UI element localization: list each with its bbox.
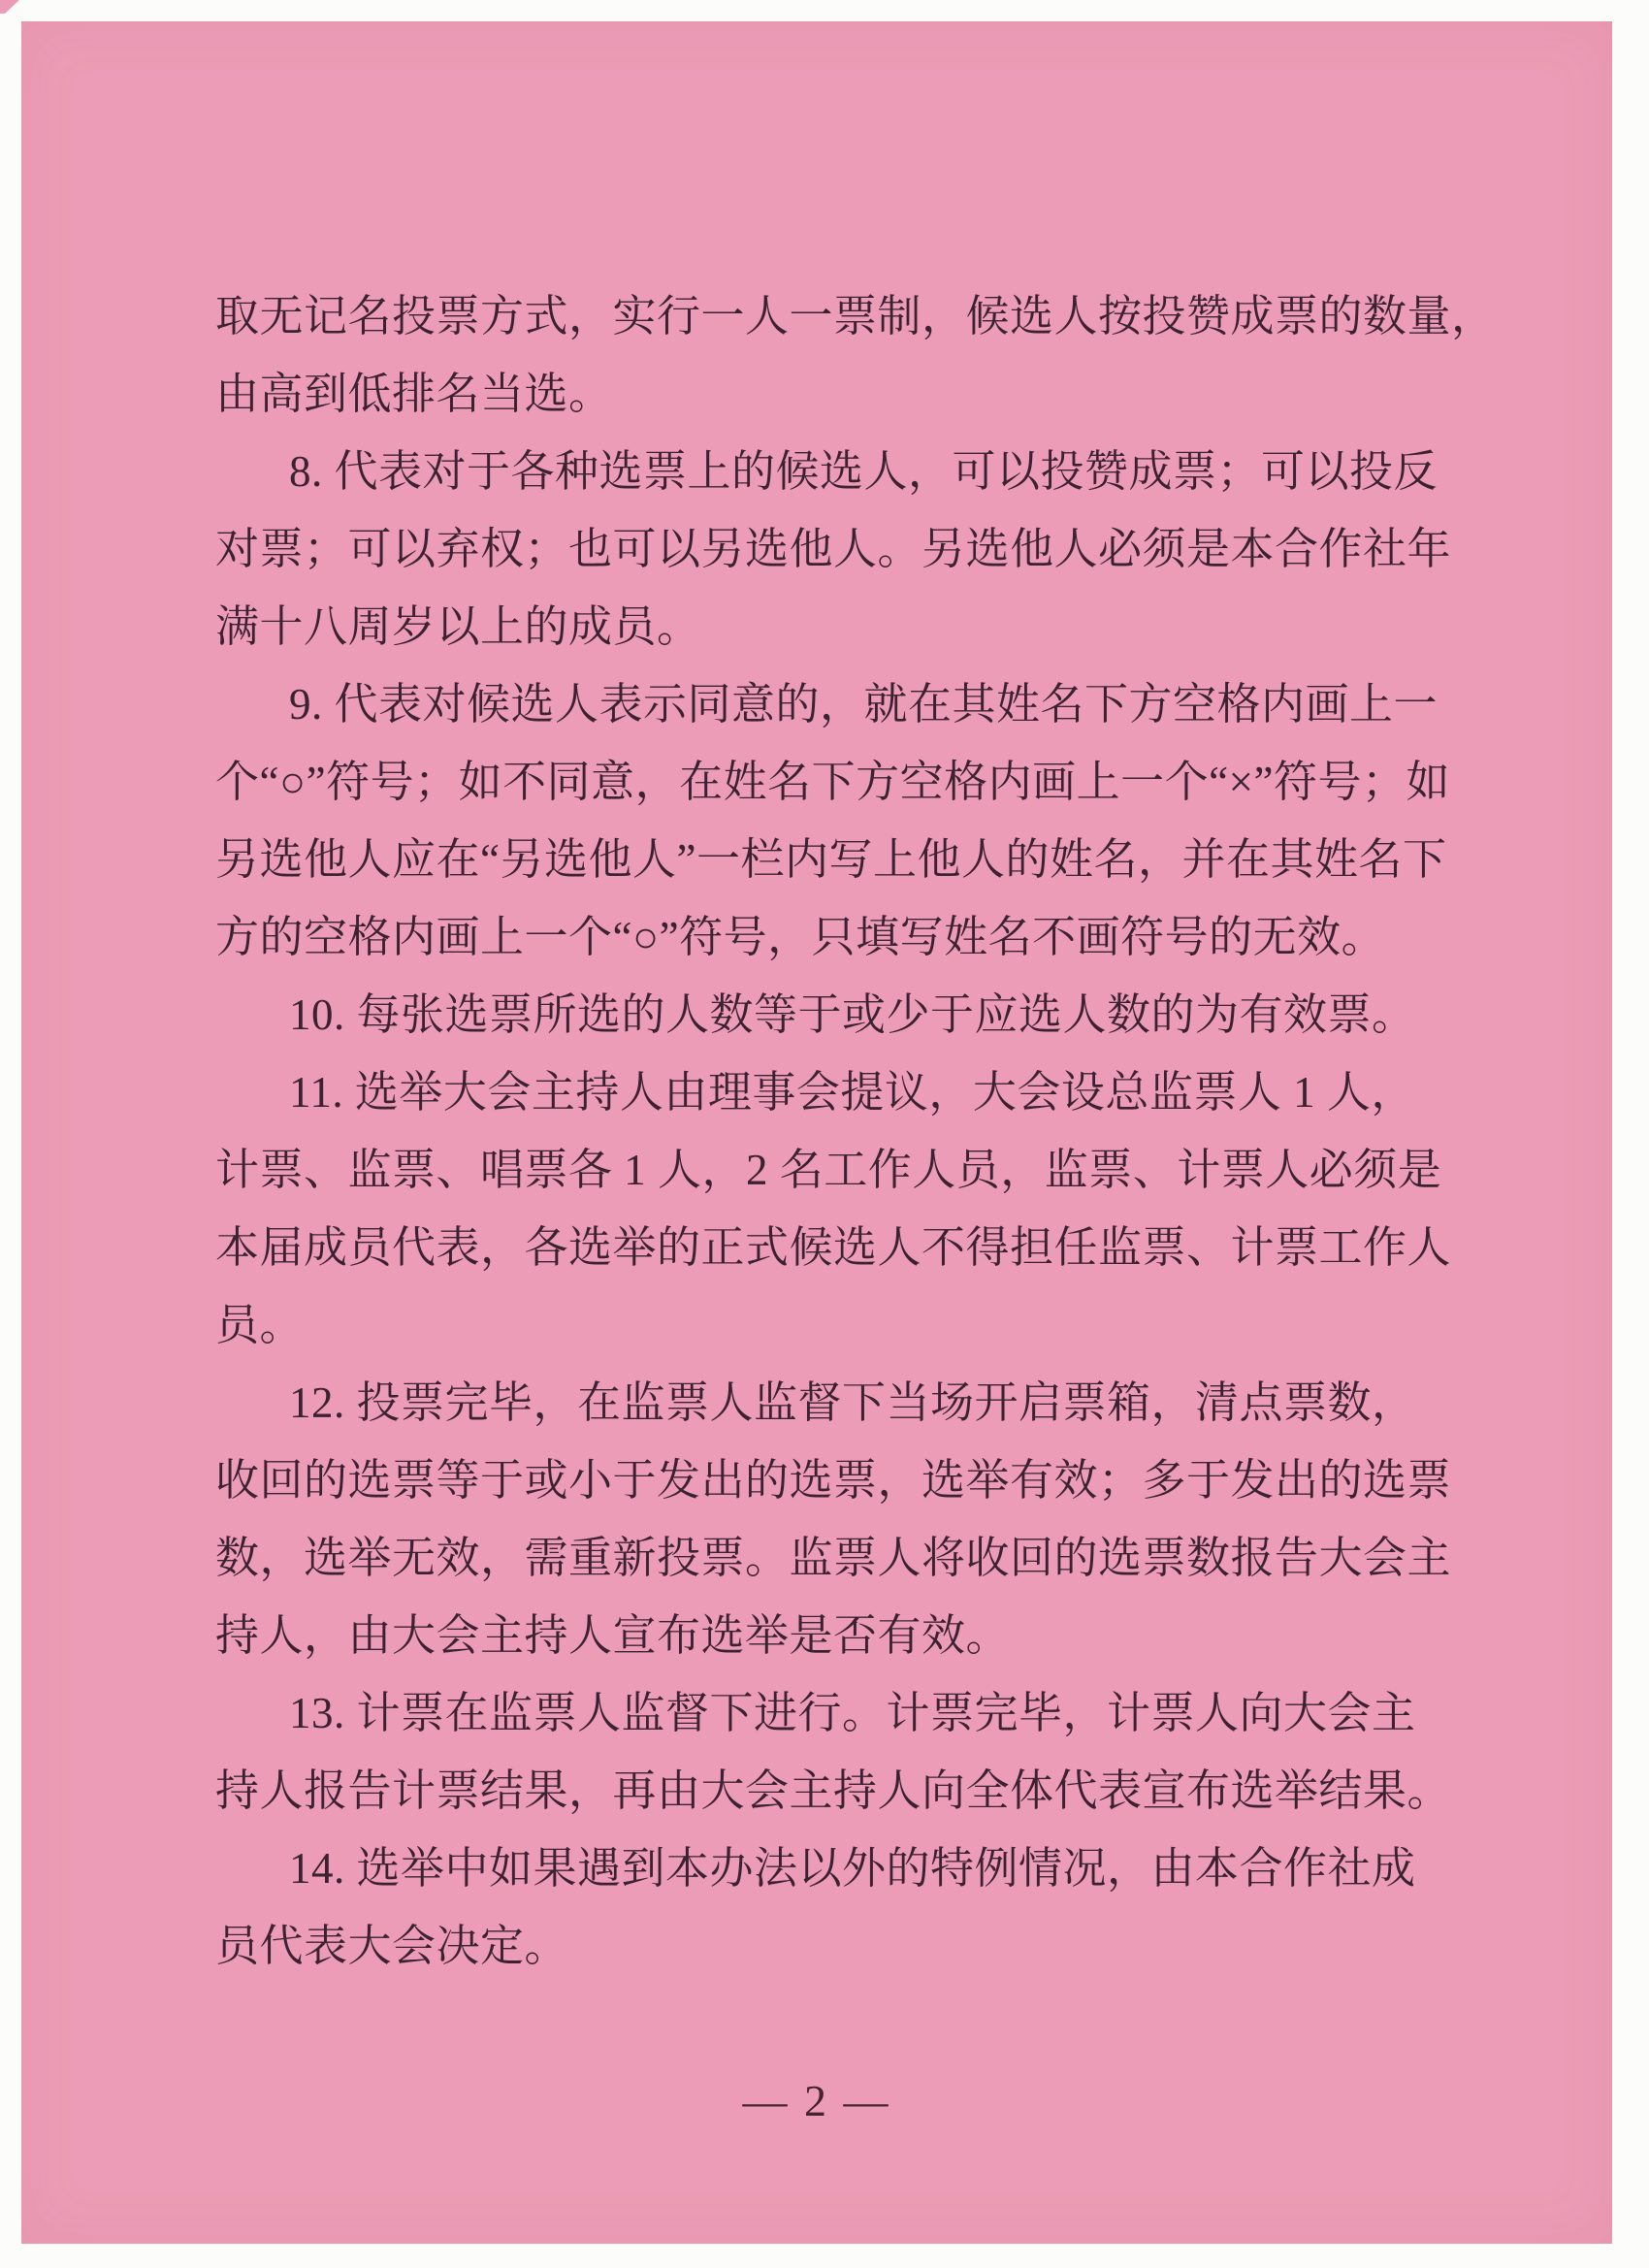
text-line: 方的空格内画上一个“○”符号，只填写姓名不画符号的无效。 [215,913,1386,961]
text-line: 数，选举无效，需重新投票。监票人将收回的选票数报告大会主 [215,1534,1452,1582]
text-line-item-14: 14. 选举中如果遇到本办法以外的特例情况，由本合作社成 [289,1844,1416,1893]
text-line: 个“○”符号；如不同意，在姓名下方空格内画上一个“×”符号；如 [215,758,1450,806]
text-line: 持人，由大会主持人宣布选举是否有效。 [215,1611,1011,1660]
text-line-item-8: 8. 代表对于各种选票上的候选人，可以投赞成票；可以投反 [289,447,1439,496]
document-body-text [215,277,1496,1985]
text-line: 收回的选票等于或小于发出的选票，选举有效；多于发出的选票 [215,1456,1452,1505]
text-line-item-10: 10. 每张选票所选的人数等于或少于应选人数的为有效票。 [289,990,1416,1039]
text-line: 对票；可以弃权；也可以另选他人。另选他人必须是本合作社年 [215,525,1452,573]
text-line: 员。 [215,1301,305,1349]
text-line: 计票、监票、唱票各 1 人，2 名工作人员，监票、计票人必须是 [215,1146,1442,1194]
text-line-item-13: 13. 计票在监票人监督下进行。计票完毕，计票人向大会主 [289,1689,1416,1737]
text-line: 持人报告计票结果，再由大会主持人向全体代表宣布选举结果。 [215,1766,1452,1815]
corner-paper-fragment [0,0,19,14]
text-line: 本届成员代表，各选举的正式候选人不得担任监票、计票工作人 [215,1223,1452,1272]
text-line: 由高到低排名当选。 [215,370,613,418]
text-line: 另选他人应在“另选他人”一栏内写上他人的姓名，并在其姓名下 [215,835,1447,884]
text-line-item-9: 9. 代表对候选人表示同意的，就在其姓名下方空格内画上一 [289,680,1439,729]
text-line: 取无记名投票方式，实行一人一票制，候选人按投赞成票的数量， [215,292,1496,340]
text-line-item-12: 12. 投票完毕，在监票人监督下当场开启票箱，清点票数， [289,1378,1416,1427]
text-line: 员代表大会决定。 [215,1922,569,1970]
text-line: 满十八周岁以上的成员。 [215,602,701,651]
page-number: — 2 — [742,2076,891,2125]
text-line-item-11: 11. 选举大会主持人由理事会提议，大会设总监票人 1 人， [289,1068,1415,1117]
